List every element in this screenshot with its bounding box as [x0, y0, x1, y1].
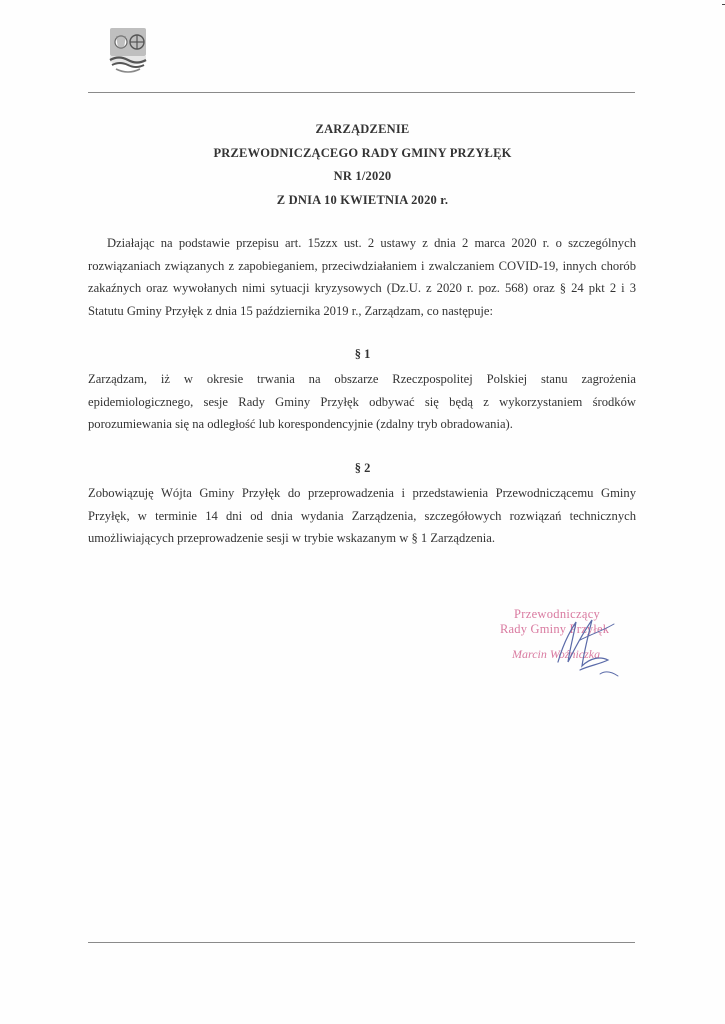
stamp-institution: Rady Gminy Przyłęk [500, 622, 610, 636]
signature-stamp [496, 604, 656, 684]
stamp-title: Przewodniczący [514, 607, 601, 621]
document-title: ZARZĄDZENIE [315, 122, 410, 136]
document-number: NR 1/2020 [333, 169, 392, 183]
document-issuer: PRZEWODNICZĄCEGO RADY GMINY PRZYŁĘK [213, 146, 512, 160]
header-divider [88, 92, 635, 93]
document-date: Z DNIA 10 KWIETNIA 2020 r. [276, 193, 449, 207]
footer-divider [88, 942, 635, 943]
stamp-name: Marcin Woźniczka [512, 647, 601, 661]
section-1-heading: § 1 [354, 347, 371, 361]
intro-text: Działając na podstawie przepisu art. 15zzx ust. 2 ustawy z dnia 2 marca 2020 r. o szczególnych rozwiązaniach związanych z zapobieganiem, przeciwdziałaniem i zwalczaniem COVID-19, innych chorób zakaźnych oraz wywołanych nimi sytuacji kryzysowych (Dz.U. z 2020 r. poz. 568) oraz § 24 pkt 2 i 3 Statutu Gminy Przyłęk z dnia 15 października 2019 r., Zarządzam, co następuje: [88, 236, 636, 318]
municipality-coat-of-arms-icon [104, 24, 152, 76]
section-1-text: Zarządzam, iż w okresie trwania na obszarze Rzeczpospolitej Polskiej stanu zagrożenia epidemiologicznego, sesje Rady Gminy Przyłęk odbywać się będą z wykorzystaniem środków porozumiewania się na odległość lub korespondencyjnie (zdalny tryb obradowania). [88, 372, 636, 431]
section-2-heading: § 2 [354, 461, 371, 475]
handwritten-signature [496, 604, 656, 684]
section-2-text: Zobowiązuję Wójta Gminy Przyłęk do przeprowadzenia i przedstawienia Przewodniczącemu Gminy Przyłęk, w terminie 14 dni od dnia wydania Zarządzenia, szczegółowych rozwiązań technicznych umożliwiających przeprowadzenie sesji w trybie wskazanym w § 1 Zarządzenia. [88, 486, 636, 545]
intro-paragraph [88, 232, 636, 322]
